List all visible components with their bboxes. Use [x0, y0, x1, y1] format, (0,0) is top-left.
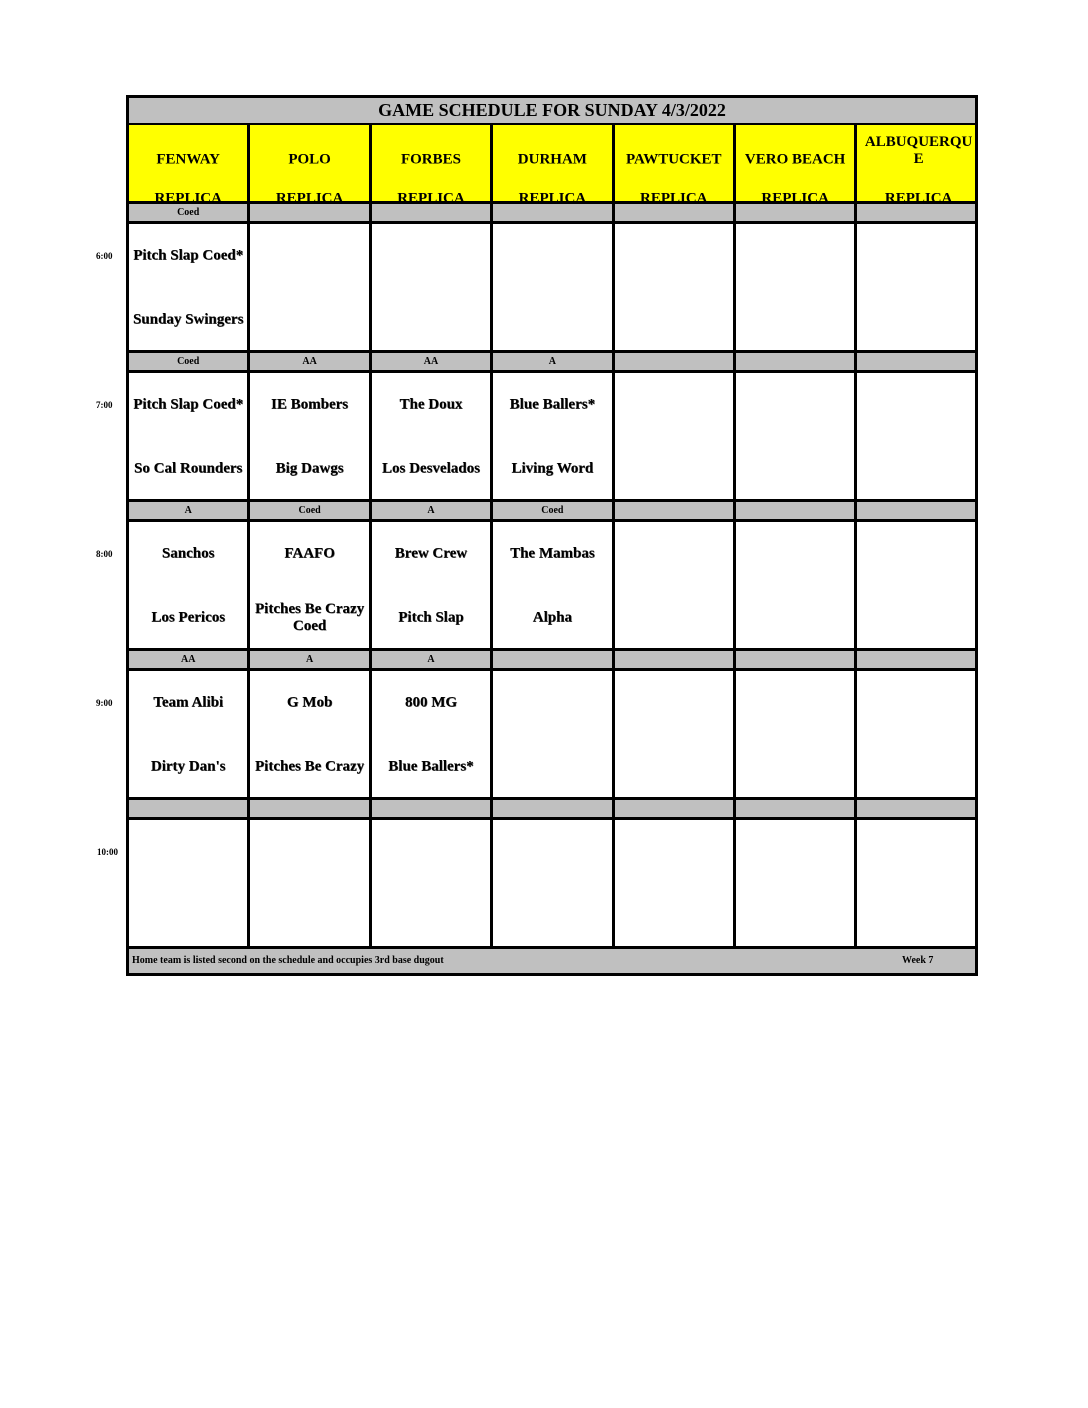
division-label: [736, 502, 857, 519]
home-team: Pitches Be Crazy Coed: [255, 601, 365, 634]
division-label: [129, 800, 250, 817]
division-label: [736, 353, 857, 370]
game-cell: [857, 373, 980, 499]
game-cell: [857, 224, 980, 350]
game-cell: [615, 522, 736, 648]
away-team: The Doux: [399, 396, 463, 413]
game-cell: [736, 671, 857, 797]
away-team: Sanchos: [161, 545, 215, 562]
field-sub: REPLICA: [518, 190, 587, 207]
game-cell: [129, 820, 250, 946]
game-cell: [615, 373, 736, 499]
home-team: Pitch Slap: [398, 609, 464, 626]
home-team: Sunday Swingers: [132, 311, 244, 328]
time-label: 10:00: [97, 847, 118, 857]
division-label: Coed: [250, 502, 371, 519]
home-team: Living Word: [511, 460, 594, 477]
schedule-title: GAME SCHEDULE FOR SUNDAY 4/3/2022: [129, 98, 975, 125]
field-header-row: [129, 125, 975, 207]
home-team: Blue Ballers*: [388, 758, 474, 775]
field-name: POLO: [288, 151, 331, 168]
game-row: [129, 820, 975, 949]
division-row: [129, 800, 975, 820]
division-row: [129, 502, 975, 522]
game-row: [129, 671, 975, 800]
game-cell: [493, 522, 614, 648]
footer-note: Home team is listed second on the schedule and occupies 3rd base dugout: [132, 955, 444, 966]
division-label: AA: [129, 651, 250, 668]
game-cell: [857, 820, 980, 946]
division-label: Coed: [129, 204, 250, 221]
field-header-vero-beach: [736, 125, 857, 207]
field-header-durham: [493, 125, 614, 207]
game-cell: [615, 671, 736, 797]
game-cell: [129, 522, 250, 648]
field-header-polo: [250, 125, 371, 207]
game-cell: [250, 522, 371, 648]
game-row: [129, 373, 975, 502]
field-name: VERO BEACH: [744, 151, 846, 168]
game-cell: [372, 671, 493, 797]
division-label: [493, 651, 614, 668]
away-team: The Mambas: [510, 545, 595, 562]
away-team: Blue Ballers*: [509, 396, 596, 413]
home-team: Big Dawgs: [275, 460, 344, 477]
game-cell: [372, 820, 493, 946]
game-cell: [250, 373, 371, 499]
division-label: [615, 651, 736, 668]
game-cell: [736, 820, 857, 946]
field-header-pawtucket: [615, 125, 736, 207]
away-team: IE Bombers: [271, 396, 349, 413]
away-team: G Mob: [286, 694, 333, 711]
field-header-fenway: [129, 125, 250, 207]
game-row: [129, 224, 975, 353]
field-sub: REPLICA: [761, 190, 829, 207]
division-label: [857, 800, 980, 817]
division-label: Coed: [129, 353, 250, 370]
division-label: A: [129, 502, 250, 519]
game-cell: [372, 224, 493, 350]
away-team: 800 MG: [404, 694, 458, 711]
game-cell: [493, 373, 614, 499]
time-label: 6:00: [96, 251, 113, 261]
division-label: [736, 651, 857, 668]
game-cell: [615, 820, 736, 946]
division-label: [493, 800, 614, 817]
field-sub: REPLICA: [397, 190, 465, 207]
division-label: [372, 800, 493, 817]
game-cell: [129, 224, 250, 350]
game-cell: [736, 522, 857, 648]
away-team: Pitch Slap Coed*: [133, 247, 244, 264]
game-cell: [493, 671, 614, 797]
game-cell: [493, 224, 614, 350]
division-label: A: [493, 353, 614, 370]
division-label: A: [372, 651, 493, 668]
field-name: ALBUQUERQU E: [864, 134, 973, 167]
division-label: [857, 502, 980, 519]
field-sub: REPLICA: [640, 190, 708, 207]
field-sub: REPLICA: [275, 190, 344, 207]
game-cell: [857, 671, 980, 797]
field-name: DURHAM: [517, 151, 587, 168]
game-cell: [372, 522, 493, 648]
game-cell: [372, 373, 493, 499]
away-team: Team Alibi: [153, 694, 224, 711]
time-slots: [129, 204, 975, 949]
division-label: Coed: [493, 502, 614, 519]
home-team: So Cal Rounders: [134, 460, 243, 477]
division-label: [615, 800, 736, 817]
field-sub: REPLICA: [884, 190, 953, 207]
home-team: Los Pericos: [151, 609, 226, 626]
division-label: [857, 651, 980, 668]
division-label: A: [250, 651, 371, 668]
division-label: [857, 353, 980, 370]
away-team: Pitch Slap Coed*: [133, 396, 244, 413]
game-cell: [493, 820, 614, 946]
division-label: AA: [250, 353, 371, 370]
home-team: Pitches Be Crazy: [255, 758, 365, 775]
division-row: [129, 651, 975, 671]
game-cell: [736, 373, 857, 499]
away-team: Brew Crew: [394, 545, 468, 562]
field-header-forbes: [372, 125, 493, 207]
field-sub: REPLICA: [154, 190, 222, 207]
time-label: 9:00: [96, 698, 113, 708]
time-label: 8:00: [96, 549, 113, 559]
home-team: Alpha: [532, 609, 572, 626]
game-cell: [736, 224, 857, 350]
game-cell: [129, 671, 250, 797]
game-cell: [250, 224, 371, 350]
week-label: Week 7: [902, 955, 934, 966]
footer-bar: [129, 949, 975, 973]
division-label: [615, 502, 736, 519]
field-name: PAWTUCKET: [625, 151, 722, 168]
division-label: [615, 353, 736, 370]
game-cell: [129, 373, 250, 499]
division-label: [736, 800, 857, 817]
field-name: FORBES: [400, 151, 461, 168]
field-name: FENWAY: [156, 151, 221, 168]
home-team: Los Desvelados: [382, 460, 480, 477]
time-label: 7:00: [96, 400, 113, 410]
division-label: AA: [372, 353, 493, 370]
game-cell: [857, 522, 980, 648]
home-team: Dirty Dan's: [150, 758, 226, 775]
field-header-albuquerque: [857, 125, 980, 207]
division-label: A: [372, 502, 493, 519]
game-row: [129, 522, 975, 651]
division-label: [250, 800, 371, 817]
division-row: [129, 353, 975, 373]
game-cell: [615, 224, 736, 350]
schedule-sheet: [126, 95, 978, 976]
game-cell: [250, 671, 371, 797]
game-cell: [250, 820, 371, 946]
away-team: FAAFO: [284, 545, 335, 562]
